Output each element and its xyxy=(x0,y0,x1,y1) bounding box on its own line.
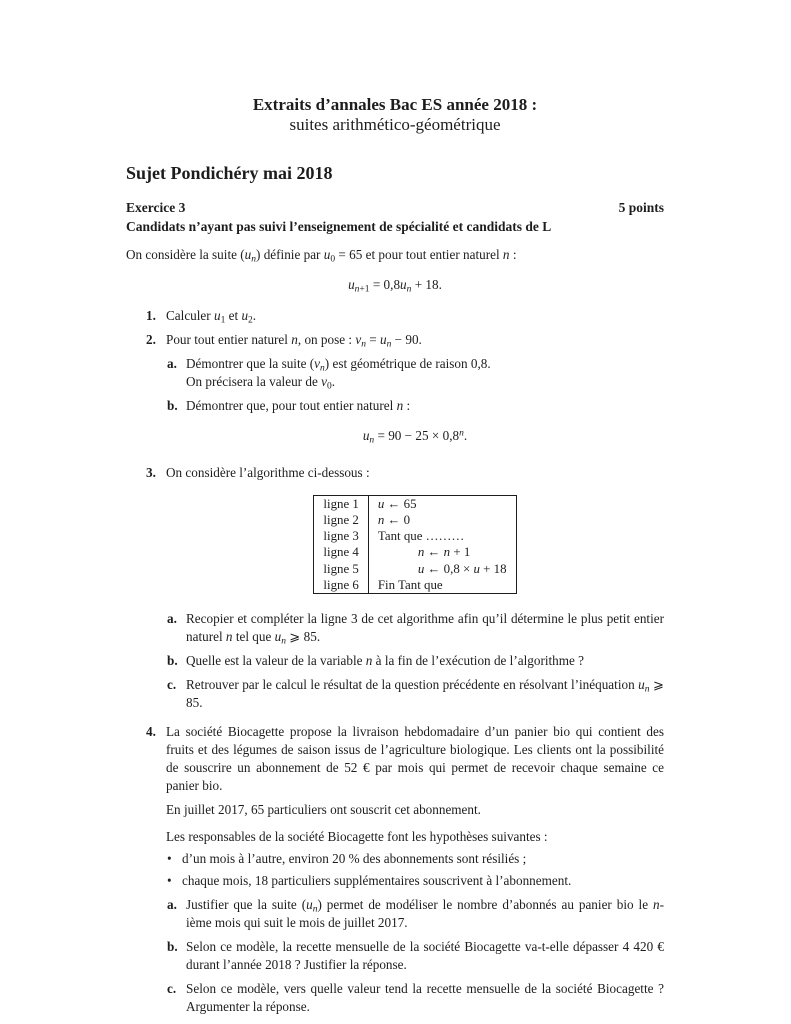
document-title xyxy=(126,0,664,135)
question-text: Pour tout entier naturel n, on pose : $v_n = u_n - 90$. xyxy=(166,332,422,350)
sub-question-c xyxy=(166,980,664,1016)
question-3 xyxy=(146,464,664,712)
sub-question-text xyxy=(186,355,664,391)
algo-row xyxy=(314,512,516,528)
algo-row xyxy=(314,577,516,594)
sub-question-b xyxy=(166,938,664,974)
algo-code: u ← 0,8 × u + 18 xyxy=(417,561,507,576)
algo-row xyxy=(314,495,516,512)
sub-question-c xyxy=(166,676,664,712)
sub-question-a xyxy=(166,610,664,646)
sub-question-a xyxy=(166,896,664,932)
sub-question-b xyxy=(166,652,664,670)
algo-line-label: ligne 6 xyxy=(314,577,368,594)
question-list xyxy=(126,307,664,1016)
question-number: 3. xyxy=(146,464,156,480)
sub-question-label: c. xyxy=(167,676,177,692)
algo-row xyxy=(314,544,516,560)
points-label: 5 points xyxy=(618,199,664,215)
sub-question-line: On précisera la valeur de $v_0$. xyxy=(186,374,336,392)
bullet-icon: • xyxy=(167,872,172,888)
bullet-text: chaque mois, 18 particuliers supplémentaires souscrivent à l’abonnement. xyxy=(182,872,572,888)
question-number: 1. xyxy=(146,308,156,324)
sub-question-text: Justifier que la suite $(u_n)$ permet de modéliser le nombre d’abonnés au panier bio le n-ième mois qui suit le mois de juillet 2017. xyxy=(186,897,664,931)
document-content xyxy=(126,0,664,1022)
question-text: On considère l’algorithme ci-dessous : xyxy=(166,464,370,480)
sub-question-a xyxy=(166,355,664,391)
algo-code: Tant que ……… xyxy=(377,529,465,544)
question-1 xyxy=(146,307,664,325)
question-number: 2. xyxy=(146,332,156,348)
sub-question-text: Selon ce modèle, la recette mensuelle de la société Biocagette va-t-elle dépasser 4 420 € durant l’année 2018 ? Justifier la réponse. xyxy=(186,939,664,973)
question-2 xyxy=(146,331,664,458)
algo-code: n ← n + 1 xyxy=(417,545,471,560)
sub-question-text: Selon ce modèle, vers quelle valeur tend la recette mensuelle de la société Biocagette ? Argumenter la réponse. xyxy=(186,981,664,1015)
recurrence-formula: $u_{n+1} = 0,8u_n + 18$. xyxy=(348,277,442,295)
sub-question-label: b. xyxy=(167,652,178,668)
question-text: Calculer $u_1$ et $u_2$. xyxy=(166,308,257,326)
algo-code: n ← 0 xyxy=(377,513,411,528)
intro-paragraph: On considère la suite $(u_n)$ définie par $u_0 = 65$ et pour tout entier naturel n : xyxy=(126,247,517,265)
context-paragraph: La société Biocagette propose la livraison hebdomadaire d’un panier bio qui contient des fruits et des légumes de saison issus de l’agriculture biologique. Les clients ont la possibilité de souscrire un abonnement de 52 € par mois qui permet de recevoir chaque semaine ce panier bio. xyxy=(166,723,664,793)
algo-code: u ← 65 xyxy=(377,496,417,511)
sub-question-label: b. xyxy=(167,939,178,955)
section-heading: Sujet Pondichéry mai 2018 xyxy=(126,163,333,184)
question-body xyxy=(166,331,664,458)
sub-question-text: Recopier et compléter la ligne 3 de cet algorithme afin qu’il détermine le plus petit entier naturel n tel que $u_n$ ⩾ 85. xyxy=(186,611,664,647)
context-paragraph: En juillet 2017, 65 particuliers ont souscrit cet abonnement. xyxy=(166,801,481,817)
sub-question-label: a. xyxy=(167,356,177,372)
title-line-1: Extraits d’annales Bac ES année 2018 : xyxy=(252,95,538,114)
bullet-text: d’un mois à l’autre, environ 20 % des abonnements sont résiliés ; xyxy=(182,850,527,866)
algo-code: Fin Tant que xyxy=(377,577,443,592)
algo-line-label: ligne 5 xyxy=(314,561,368,577)
sub-question-b xyxy=(166,397,664,415)
question-number: 4. xyxy=(146,723,156,739)
sub-question-text: Démontrer que, pour tout entier naturel n : xyxy=(186,398,411,413)
algo-line-label: ligne 1 xyxy=(314,495,368,512)
question-body xyxy=(166,723,664,1016)
audience-line: Candidats n’ayant pas suivi l’enseignement de spécialité et candidats de L xyxy=(126,218,552,234)
hypothesis-bullet-1 xyxy=(166,850,664,868)
exercise-header xyxy=(126,199,664,217)
question-body xyxy=(166,464,664,712)
context-paragraph: Les responsables de la société Biocagette font les hypothèses suivantes : xyxy=(166,828,548,844)
sub-question-label: c. xyxy=(167,981,177,997)
sub-question-label: a. xyxy=(167,611,177,627)
bullet-icon: • xyxy=(167,850,172,866)
question-4 xyxy=(146,723,664,1016)
algo-line-label: ligne 4 xyxy=(314,544,368,560)
algorithm-table xyxy=(313,495,516,594)
sub-question-label: b. xyxy=(167,398,178,413)
algo-line-label: ligne 2 xyxy=(314,512,368,528)
algo-row xyxy=(314,528,516,544)
sub-question-text: Retrouver par le calcul le résultat de la question précédente en résolvant l’inéquation $u_n$ ⩾ 85. xyxy=(186,676,664,710)
title-line-2: suites arithmético-géométrique xyxy=(289,115,501,135)
algo-row xyxy=(314,561,516,577)
sub-question-line: Démontrer que la suite $(v_n)$ est géométrique de raison 0,8. xyxy=(186,356,491,374)
hypothesis-bullet-2 xyxy=(166,872,664,890)
sub-question-label: a. xyxy=(167,897,177,913)
explicit-formula: $u_n = 90 - 25 \times 0,8^n$. xyxy=(362,427,468,446)
sub-question-text: Quelle est la valeur de la variable n à la fin de l’exécution de l’algorithme ? xyxy=(186,652,585,668)
algo-line-label: ligne 3 xyxy=(314,528,368,544)
exercise-label: Exercice 3 xyxy=(126,199,186,215)
